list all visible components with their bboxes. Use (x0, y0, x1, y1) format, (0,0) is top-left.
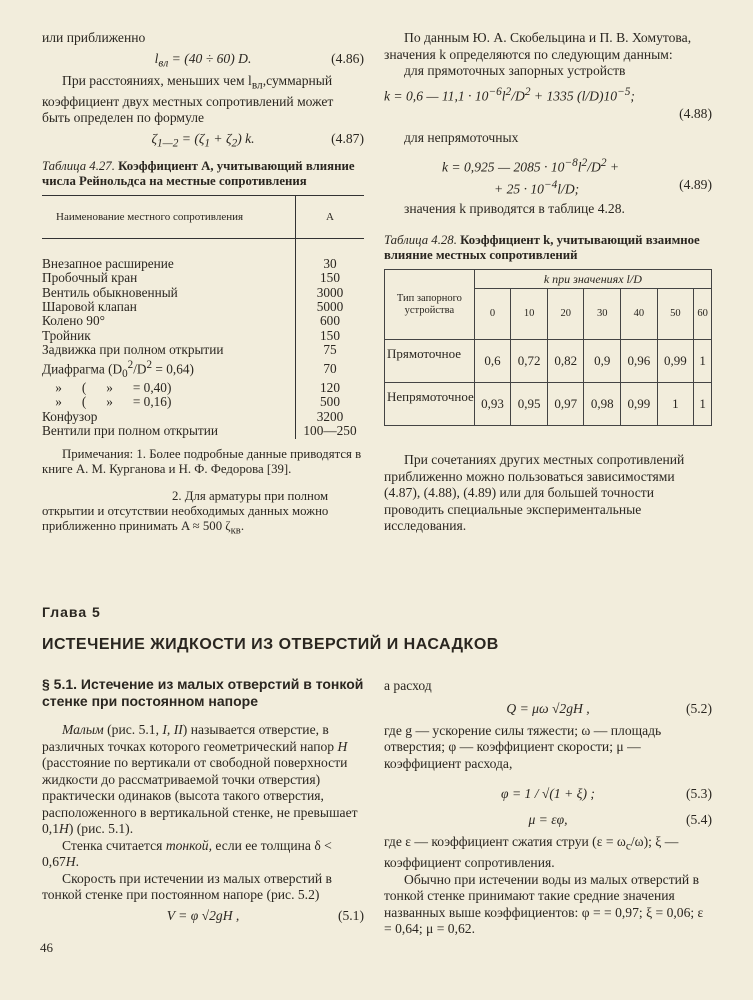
formula-text: φ = 1 / √(1 + ξ) ; (501, 786, 595, 801)
note-2: 2. Для арматуры при полном открытии и отсутствии необходимых данных можно приближенно принимать A ≈ 500 $\zeta_{кв}$. (42, 488, 329, 537)
column-header: 30 (584, 289, 621, 340)
table-row (42, 286, 364, 300)
table-row (42, 238, 364, 271)
table-4-28-caption (384, 233, 712, 263)
formula-5-3 (384, 786, 712, 808)
table-cell: 0,98 (584, 383, 621, 426)
row-label: Непрямоточное (385, 383, 475, 426)
formula-number: (4.89) (679, 176, 712, 192)
table-cell: 0,95 (511, 383, 548, 426)
formula-number: (5.4) (685, 812, 712, 827)
table-4-27-caption (42, 159, 364, 189)
column-header: 10 (511, 289, 548, 340)
formula-number: (5.1) (337, 907, 364, 923)
cell-a-value: 500 (296, 395, 365, 409)
caption-text: Коэффициент A, учитывающий влияние числа Рейнольдса на местные сопротивления (42, 158, 355, 188)
formula-4-89 (384, 155, 712, 173)
page-number: 46 (40, 940, 53, 955)
cell-a-value: 30 (296, 238, 365, 271)
formula-4-87 (42, 131, 364, 149)
cell-name: Колено 90° (42, 313, 105, 329)
formula-5-1 (42, 908, 364, 926)
cell-name: Тройник (42, 327, 91, 343)
chapter-label: Глава 5 (42, 604, 101, 620)
cell-name: Вентили при полном открытии (42, 423, 218, 439)
column-header: 60 (694, 289, 712, 340)
formula-4-89-cont (384, 177, 712, 195)
left-column (42, 30, 364, 538)
formula-text: k = 0,6 — $11,1 \cdot 10^{-6}l^2/D^2 + 1335$ $(l/D)10^{-5}$; (384, 85, 635, 104)
paragraph: Стенка считается тонкой, если ее толщина δ < 0,67H. (42, 837, 332, 869)
formula-number: (4.87) (331, 130, 364, 146)
paragraph: где g — ускорение силы тяжести; ω — площадь отверстия; φ — коэффициент скорости; μ — коэффициент расхода, (384, 722, 662, 771)
cell-a-value: 3200 (296, 410, 365, 424)
table-4-27 (42, 195, 364, 439)
table-cell: 0,96 (621, 340, 658, 383)
caption-number: Таблица 4.27. (42, 158, 115, 173)
formula-5-2 (384, 701, 712, 719)
cell-a-value: 5000 (296, 300, 365, 314)
paragraph: или приближенно (42, 30, 146, 45)
formula-text: μ = εφ, (528, 812, 568, 827)
cell-name: » ( » = 0,40) (42, 380, 172, 396)
cell-name: Задвижка при полном открытии (42, 342, 224, 358)
cell-name: Вентиль обыкновенный (42, 284, 178, 300)
formula-text: Q = μω √2gH , (506, 700, 590, 716)
table-cell: 0,6 (474, 340, 511, 383)
table-cell: 0,99 (657, 340, 694, 383)
formula-5-4 (384, 812, 712, 830)
table-row (42, 343, 364, 357)
table-row (42, 329, 364, 343)
cell-a-value: 150 (296, 271, 365, 285)
table-row (42, 300, 364, 314)
section-right-column (384, 678, 712, 938)
column-header: 50 (657, 289, 694, 340)
table-cell: 0,93 (474, 383, 511, 426)
table-row (42, 358, 364, 381)
paragraph: для непрямоточных (404, 130, 519, 145)
cell-a-value: 75 (296, 343, 365, 357)
paragraph: значения k приводятся в таблице 4.28. (404, 200, 625, 216)
table-cell: 1 (657, 383, 694, 426)
table-header-k: k при значениях l/D (474, 270, 711, 289)
table-header-type: Тип запорного устройства (385, 270, 475, 340)
table-4-28 (384, 269, 712, 426)
table-header-a: A (296, 195, 365, 238)
table-cell: 0,99 (621, 383, 658, 426)
formula-number: (4.88) (679, 105, 712, 121)
formula-number: (5.2) (685, 700, 712, 716)
table-cell: 0,9 (584, 340, 621, 383)
paragraph: Скорость при истечении из малых отверстий в тонкой стенке при постоянном напоре (рис. 5.2) (42, 870, 332, 902)
column-header: 40 (621, 289, 658, 340)
paragraph: для прямоточных запорных устройств (404, 63, 626, 78)
chapter-title: ИСТЕЧЕНИЕ ЖИДКОСТИ ИЗ ОТВЕРСТИЙ И НАСАДКОВ (42, 636, 499, 653)
paragraph: При сочетаниях других местных сопротивлений приближенно можно пользоваться зависимостями (4.87), (4.88), (4.89) или для большей точности проводить специальные экспериментальные исследования. (384, 452, 685, 533)
right-column (384, 30, 712, 535)
section-title: § 5.1. Истечение из малых отверстий в тонкой стенке при постоянном напоре (42, 676, 364, 709)
table-row (42, 424, 364, 438)
caption-number: Таблица 4.28. (384, 233, 457, 247)
cell-name: » ( » = 0,16) (42, 394, 172, 410)
table-row (42, 410, 364, 424)
column-header: 0 (474, 289, 511, 340)
formula-text: V = φ √2gH , (166, 907, 240, 923)
paragraph: а расход (384, 678, 432, 693)
formula-number: (4.86) (331, 50, 364, 66)
caption-text: Коэффициент k, учитывающий взаимное влияние местных сопротивлений (384, 233, 700, 262)
cell-name: Пробочный кран (42, 270, 138, 286)
paragraph: Малым (рис. 5.1, I, II) называется отверстие, в различных точках которого геометрический напор H (расстояние по вертикали от свободной поверхности жидкости до рассматриваемой точки отверстия) практически одинаков (высота такого отверстия, расположенного в вертикальной стенке, не превышает 0,1H) (рис. 5.1). (42, 722, 358, 836)
cell-name: Конфузор (42, 408, 98, 424)
paragraph: где ε — коэффициент сжатия струи $(\varepsilon = \omega_c/\omega)$; ξ — коэффициент сопротивления. (384, 834, 679, 871)
cell-name: Внезапное расширение (42, 255, 174, 271)
cell-a-value: 120 (296, 381, 365, 395)
note-1: Примечания: 1. Более подробные данные приводятся в книге А. М. Курганова и Н. Ф. Федорова [39]. (42, 446, 362, 476)
formula-4-88 (384, 84, 712, 102)
table-row (42, 381, 364, 395)
section-left-column (42, 676, 364, 930)
formula-text: + $25 \cdot 10^{-4}l/D$; (494, 178, 580, 197)
table-row (42, 314, 364, 328)
table-cell: 0,82 (547, 340, 584, 383)
row-label: Прямоточное (385, 340, 475, 383)
paragraph: При расстояниях, меньших чем $l_{вл},суммарный$ коэффициент двух местных сопротивлений может быть определен по формуле (42, 72, 334, 126)
table-cell: 0,97 (547, 383, 584, 426)
formula-4-86 (42, 51, 364, 69)
formula-text: k = 0,925 — $2085 \cdot 10^{-8}l^2/D^2$ + (442, 156, 620, 175)
table-cell: 0,72 (511, 340, 548, 383)
cell-a-value: 70 (296, 358, 365, 381)
paragraph: По данным Ю. А. Скобельцина и П. В. Хомутова, значения k определяются по следующим данным: (384, 30, 692, 62)
table-header-name: Наименование местного сопротивления (42, 195, 296, 238)
column-header: 20 (547, 289, 584, 340)
cell-a-value: 100—250 (296, 424, 365, 438)
table-row (385, 340, 712, 383)
cell-a-value: 600 (296, 314, 365, 328)
table-row (42, 271, 364, 285)
table-row (385, 383, 712, 426)
table-cell: 1 (694, 383, 712, 426)
table-row (42, 395, 364, 409)
paragraph: Обычно при истечении воды из малых отверстий в тонкой стенке принимают такие средние значения названных выше коэффициентов: φ = = 0,97; ξ = 0,06; ε = 0,64; μ = 0,62. (384, 871, 704, 937)
cell-name: Диафрагма $(D_0^2/D^2 = 0,64)$ (42, 358, 194, 380)
formula-text: $l_{вл} = (40 \div 60)$ D. (154, 50, 252, 70)
cell-a-value: 3000 (296, 286, 365, 300)
cell-a-value: 150 (296, 329, 365, 343)
cell-name: Шаровой клапан (42, 298, 137, 314)
formula-text: $\zeta_{1—2} = (\zeta_1 + \zeta_2)$ k. (151, 130, 255, 150)
formula-number: (5.3) (685, 786, 712, 801)
table-cell: 1 (694, 340, 712, 383)
